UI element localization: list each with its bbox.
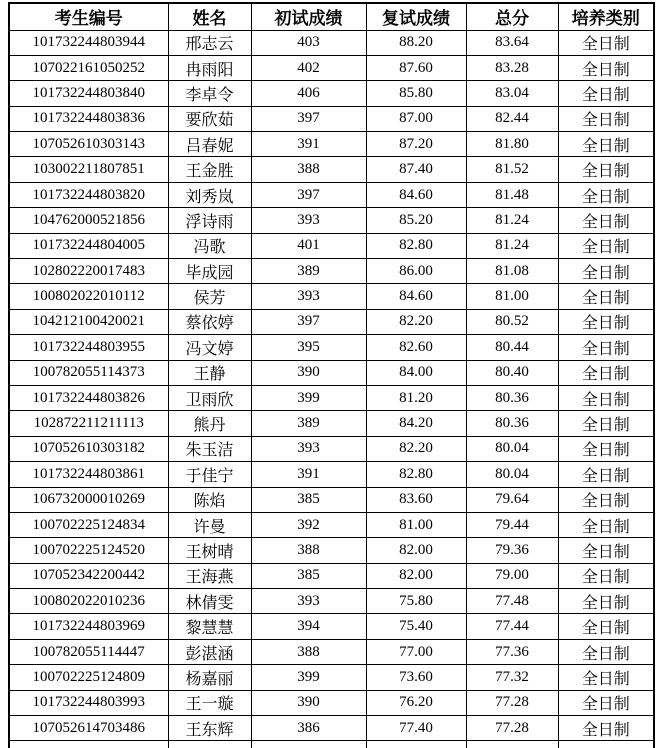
table-row (9, 157, 654, 182)
cell-total-score: 81.00 (466, 284, 558, 309)
cell-initial-score: 390 (251, 690, 366, 715)
header-total-score: 总分 (466, 3, 558, 30)
cell-name: 王海燕 (168, 563, 251, 588)
cell-retest-score: 82.80 (366, 462, 466, 487)
cell-initial-score: 397 (251, 309, 366, 334)
cell-category: 全日制 (558, 360, 654, 385)
cropped-cell (466, 741, 558, 748)
cell-total-score: 83.28 (466, 55, 558, 80)
cell-initial-score: 386 (251, 716, 366, 741)
cell-name: 要欣茹 (168, 106, 251, 131)
cell-category: 全日制 (558, 233, 654, 258)
cell-name: 王静 (168, 360, 251, 385)
cell-initial-score: 403 (251, 30, 366, 55)
table-row (9, 81, 654, 106)
cell-name: 王金胜 (168, 157, 251, 182)
cell-total-score: 80.40 (466, 360, 558, 385)
cell-category: 全日制 (558, 385, 654, 410)
cell-initial-score: 393 (251, 436, 366, 461)
cell-retest-score: 82.00 (366, 563, 466, 588)
cell-retest-score: 84.60 (366, 284, 466, 309)
cell-retest-score: 77.00 (366, 639, 466, 664)
cell-name: 邢志云 (168, 30, 251, 55)
table-row (9, 182, 654, 207)
table-row (9, 690, 654, 715)
table-row (9, 309, 654, 334)
table-body (9, 30, 654, 741)
cell-candidate-id: 100782055114373 (9, 360, 168, 385)
cell-category: 全日制 (558, 284, 654, 309)
cell-initial-score: 397 (251, 106, 366, 131)
table-row (9, 614, 654, 639)
cell-initial-score: 399 (251, 385, 366, 410)
cell-candidate-id: 107052614703486 (9, 716, 168, 741)
table-row (9, 665, 654, 690)
cell-candidate-id: 101732244804005 (9, 233, 168, 258)
cell-name: 王树晴 (168, 538, 251, 563)
cell-category: 全日制 (558, 487, 654, 512)
cell-retest-score: 84.20 (366, 411, 466, 436)
cell-category: 全日制 (558, 589, 654, 614)
cell-candidate-id: 102872211211113 (9, 411, 168, 436)
cell-name: 侯芳 (168, 284, 251, 309)
cell-retest-score: 76.20 (366, 690, 466, 715)
cell-name: 彭湛涵 (168, 639, 251, 664)
cell-name: 王东辉 (168, 716, 251, 741)
cell-initial-score: 393 (251, 589, 366, 614)
cell-category: 全日制 (558, 563, 654, 588)
cell-category: 全日制 (558, 462, 654, 487)
cell-total-score: 80.04 (466, 462, 558, 487)
cell-category: 全日制 (558, 614, 654, 639)
cell-retest-score: 84.60 (366, 182, 466, 207)
cell-candidate-id: 102802220017483 (9, 259, 168, 284)
cell-category: 全日制 (558, 716, 654, 741)
table-row (9, 335, 654, 360)
cell-retest-score: 88.20 (366, 30, 466, 55)
cell-category: 全日制 (558, 309, 654, 334)
cell-category: 全日制 (558, 81, 654, 106)
cell-category: 全日制 (558, 665, 654, 690)
cell-initial-score: 389 (251, 259, 366, 284)
cell-initial-score: 391 (251, 132, 366, 157)
cell-total-score: 77.36 (466, 639, 558, 664)
header-name: 姓名 (168, 3, 251, 30)
cell-retest-score: 85.20 (366, 208, 466, 233)
table-row (9, 385, 654, 410)
cell-total-score: 77.28 (466, 716, 558, 741)
cell-name: 林倩雯 (168, 589, 251, 614)
header-category: 培养类别 (558, 3, 654, 30)
cell-total-score: 81.52 (466, 157, 558, 182)
table-row (9, 208, 654, 233)
cell-candidate-id: 101732244803861 (9, 462, 168, 487)
table-row (9, 259, 654, 284)
cell-total-score: 80.36 (466, 385, 558, 410)
cell-category: 全日制 (558, 259, 654, 284)
cell-total-score: 79.36 (466, 538, 558, 563)
cell-category: 全日制 (558, 335, 654, 360)
cropped-cell (558, 741, 654, 748)
cell-name: 杨嘉丽 (168, 665, 251, 690)
cell-total-score: 81.48 (466, 182, 558, 207)
table-row (9, 233, 654, 258)
cell-initial-score: 399 (251, 665, 366, 690)
cropped-cell (9, 741, 168, 748)
table-row (9, 411, 654, 436)
cell-category: 全日制 (558, 512, 654, 537)
cell-name: 熊丹 (168, 411, 251, 436)
cell-candidate-id: 101732244803969 (9, 614, 168, 639)
cell-initial-score: 393 (251, 208, 366, 233)
cell-category: 全日制 (558, 106, 654, 131)
table-row (9, 487, 654, 512)
cell-category: 全日制 (558, 690, 654, 715)
cell-candidate-id: 101732244803944 (9, 30, 168, 55)
cell-initial-score: 385 (251, 563, 366, 588)
cell-category: 全日制 (558, 55, 654, 80)
cell-total-score: 77.44 (466, 614, 558, 639)
cell-candidate-id: 101732244803955 (9, 335, 168, 360)
cropped-cell (251, 741, 366, 748)
table-row (9, 30, 654, 55)
cell-category: 全日制 (558, 132, 654, 157)
cell-candidate-id: 100702225124520 (9, 538, 168, 563)
cell-retest-score: 75.40 (366, 614, 466, 639)
cell-category: 全日制 (558, 30, 654, 55)
table-row (9, 55, 654, 80)
cell-retest-score: 82.80 (366, 233, 466, 258)
table-row (9, 436, 654, 461)
cell-name: 卫雨欣 (168, 385, 251, 410)
results-table (8, 2, 655, 748)
cell-retest-score: 82.20 (366, 309, 466, 334)
cell-name: 朱玉洁 (168, 436, 251, 461)
cell-name: 刘秀岚 (168, 182, 251, 207)
cell-candidate-id: 107052610303182 (9, 436, 168, 461)
cell-total-score: 80.36 (466, 411, 558, 436)
cell-name: 冯歌 (168, 233, 251, 258)
cell-total-score: 83.04 (466, 81, 558, 106)
cell-category: 全日制 (558, 208, 654, 233)
cell-initial-score: 402 (251, 55, 366, 80)
cell-category: 全日制 (558, 639, 654, 664)
cell-category: 全日制 (558, 411, 654, 436)
cell-initial-score: 393 (251, 284, 366, 309)
cell-candidate-id: 100782055114447 (9, 639, 168, 664)
cell-name: 浮诗雨 (168, 208, 251, 233)
cell-retest-score: 81.20 (366, 385, 466, 410)
table-row (9, 360, 654, 385)
cell-initial-score: 390 (251, 360, 366, 385)
cell-name: 陈焰 (168, 487, 251, 512)
table-row (9, 512, 654, 537)
cell-name: 于佳宁 (168, 462, 251, 487)
cell-candidate-id: 104762000521856 (9, 208, 168, 233)
cell-total-score: 81.80 (466, 132, 558, 157)
cell-candidate-id: 104212100420021 (9, 309, 168, 334)
cell-initial-score: 394 (251, 614, 366, 639)
table-row (9, 106, 654, 131)
cell-candidate-id: 100702225124834 (9, 512, 168, 537)
cell-retest-score: 81.00 (366, 512, 466, 537)
cell-total-score: 79.44 (466, 512, 558, 537)
cropped-row (9, 741, 654, 748)
cell-retest-score: 84.00 (366, 360, 466, 385)
cell-candidate-id: 101732244803836 (9, 106, 168, 131)
cell-category: 全日制 (558, 538, 654, 563)
cell-retest-score: 87.60 (366, 55, 466, 80)
cell-candidate-id: 103002211807851 (9, 157, 168, 182)
cell-total-score: 81.08 (466, 259, 558, 284)
cell-candidate-id: 101732244803820 (9, 182, 168, 207)
cell-initial-score: 397 (251, 182, 366, 207)
cell-total-score: 81.24 (466, 208, 558, 233)
cell-candidate-id: 100802022010236 (9, 589, 168, 614)
cell-candidate-id: 107052610303143 (9, 132, 168, 157)
cell-initial-score: 391 (251, 462, 366, 487)
cell-initial-score: 388 (251, 538, 366, 563)
cell-name: 王一璇 (168, 690, 251, 715)
cell-total-score: 79.00 (466, 563, 558, 588)
table-row (9, 462, 654, 487)
cell-name: 蔡依婷 (168, 309, 251, 334)
cell-total-score: 83.64 (466, 30, 558, 55)
cell-candidate-id: 101732244803840 (9, 81, 168, 106)
table-row (9, 132, 654, 157)
cell-retest-score: 87.40 (366, 157, 466, 182)
cell-candidate-id: 107052342200442 (9, 563, 168, 588)
table-row (9, 538, 654, 563)
cell-initial-score: 392 (251, 512, 366, 537)
cell-name: 吕春妮 (168, 132, 251, 157)
cell-retest-score: 82.20 (366, 436, 466, 461)
cell-retest-score: 82.00 (366, 538, 466, 563)
cell-candidate-id: 107022161050252 (9, 55, 168, 80)
header-initial-score: 初试成绩 (251, 3, 366, 30)
cell-total-score: 80.44 (466, 335, 558, 360)
cell-initial-score: 395 (251, 335, 366, 360)
table-row (9, 284, 654, 309)
cell-name: 许曼 (168, 512, 251, 537)
cell-category: 全日制 (558, 157, 654, 182)
cell-total-score: 80.04 (466, 436, 558, 461)
cell-candidate-id: 106732000010269 (9, 487, 168, 512)
cell-total-score: 77.28 (466, 690, 558, 715)
cell-retest-score: 83.60 (366, 487, 466, 512)
cell-retest-score: 85.80 (366, 81, 466, 106)
cell-initial-score: 406 (251, 81, 366, 106)
cell-category: 全日制 (558, 436, 654, 461)
cell-total-score: 77.32 (466, 665, 558, 690)
table-header-row (9, 3, 654, 30)
cell-initial-score: 385 (251, 487, 366, 512)
cell-name: 黎慧慧 (168, 614, 251, 639)
cell-retest-score: 82.60 (366, 335, 466, 360)
cell-initial-score: 389 (251, 411, 366, 436)
cell-retest-score: 87.20 (366, 132, 466, 157)
cell-retest-score: 75.80 (366, 589, 466, 614)
cell-category: 全日制 (558, 182, 654, 207)
cell-candidate-id: 101732244803826 (9, 385, 168, 410)
cell-initial-score: 401 (251, 233, 366, 258)
cell-name: 冉雨阳 (168, 55, 251, 80)
cell-retest-score: 86.00 (366, 259, 466, 284)
cropped-cell (366, 741, 466, 748)
cropped-cell (168, 741, 251, 748)
cell-candidate-id: 100702225124809 (9, 665, 168, 690)
cell-total-score: 79.64 (466, 487, 558, 512)
cell-candidate-id: 101732244803993 (9, 690, 168, 715)
cell-total-score: 82.44 (466, 106, 558, 131)
cell-name: 李卓令 (168, 81, 251, 106)
table-row (9, 716, 654, 741)
cell-name: 毕成园 (168, 259, 251, 284)
cell-total-score: 77.48 (466, 589, 558, 614)
table-row (9, 589, 654, 614)
header-candidate-id: 考生编号 (9, 3, 168, 30)
cell-retest-score: 77.40 (366, 716, 466, 741)
cell-retest-score: 87.00 (366, 106, 466, 131)
table-row (9, 563, 654, 588)
cell-total-score: 81.24 (466, 233, 558, 258)
header-retest-score: 复试成绩 (366, 3, 466, 30)
cell-name: 冯文婷 (168, 335, 251, 360)
cell-candidate-id: 100802022010112 (9, 284, 168, 309)
cell-initial-score: 388 (251, 157, 366, 182)
table-row (9, 639, 654, 664)
cell-total-score: 80.52 (466, 309, 558, 334)
cell-retest-score: 73.60 (366, 665, 466, 690)
cell-initial-score: 388 (251, 639, 366, 664)
